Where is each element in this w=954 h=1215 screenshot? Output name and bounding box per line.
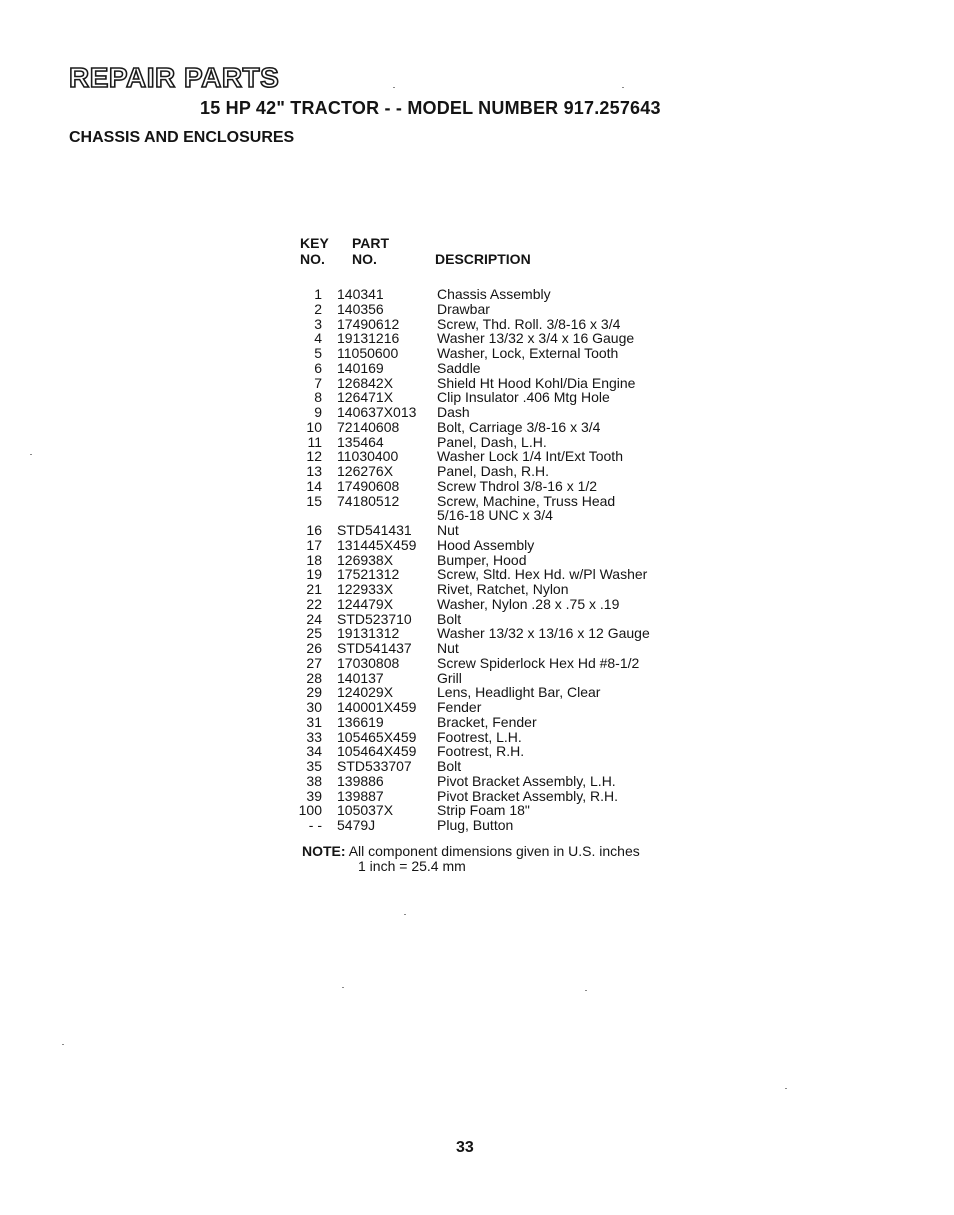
- part-description: Washer, Nylon .28 x .75 x .19: [437, 595, 620, 612]
- part-description: Bolt: [437, 758, 462, 774]
- scan-speck: [30, 454, 32, 455]
- table-row: [298, 405, 688, 420]
- part-description: Washer 13/32 x 3/4 x 16 Gauge: [437, 330, 635, 347]
- table-row: [298, 494, 688, 524]
- key-number: 30: [306, 699, 322, 715]
- part-description: Fender: [437, 699, 482, 715]
- key-number: - -: [308, 817, 322, 833]
- part-number: STD533707: [337, 758, 412, 774]
- table-row: [298, 730, 688, 745]
- section-heading: CHASSIS AND ENCLOSURES: [69, 129, 295, 146]
- table-row: [298, 361, 688, 376]
- part-description: Shield Ht Hood Kohl/Dia Engine: [437, 374, 636, 391]
- table-row: [298, 346, 688, 361]
- key-number: 29: [306, 684, 322, 701]
- part-description: Bolt, Carriage 3/8-16 x 3/4: [437, 418, 601, 435]
- part-description: Bolt: [437, 610, 462, 627]
- part-description: Screw Spiderlock Hex Hd #8-1/2: [437, 654, 640, 671]
- part-number: STD523710: [337, 610, 412, 627]
- part-number: 122933X: [337, 581, 394, 597]
- part-description: Bumper, Hood: [437, 551, 527, 568]
- part-number: 17521312: [337, 566, 400, 583]
- key-number: 100: [298, 802, 322, 819]
- part-number: 124479X: [337, 595, 394, 612]
- part-number: 17490608: [337, 477, 400, 494]
- parts-table: [298, 235, 688, 833]
- note-label: NOTE:: [302, 843, 346, 859]
- part-number: 105465X459: [337, 728, 417, 745]
- table-row: [298, 803, 688, 818]
- key-number: 17: [306, 536, 322, 553]
- key-number: 26: [306, 640, 322, 656]
- part-description: Chassis Assembly: [437, 286, 551, 302]
- table-row: [298, 479, 688, 494]
- key-number: 6: [314, 359, 322, 376]
- part-number: 17490612: [337, 315, 400, 332]
- table-row: [298, 626, 688, 641]
- table-row: [298, 538, 688, 553]
- key-number: 35: [306, 758, 322, 774]
- table-row: [298, 774, 688, 789]
- key-number: 18: [306, 551, 322, 568]
- table-row: [298, 420, 688, 435]
- part-description: Panel, Dash, R.H.: [437, 463, 550, 479]
- part-description: Saddle: [437, 359, 481, 376]
- table-row: [298, 671, 688, 686]
- part-description: Bracket, Fender: [437, 713, 537, 730]
- part-description: Strip Foam 18": [437, 802, 530, 819]
- table-row: [298, 789, 688, 804]
- part-number: 19131312: [337, 625, 400, 642]
- part-number: STD541431: [337, 522, 412, 538]
- part-number: 140169: [337, 359, 384, 376]
- part-description: Clip Insulator .406 Mtg Hole: [437, 389, 610, 406]
- table-row: [298, 331, 688, 346]
- table-row: [298, 759, 688, 774]
- scan-speck: [342, 987, 344, 988]
- part-description: Washer 13/32 x 13/16 x 12 Gauge: [437, 625, 650, 642]
- key-number: 11: [307, 433, 322, 450]
- table-row: [298, 582, 688, 597]
- key-number: 25: [306, 625, 322, 642]
- part-number: 135464: [337, 433, 384, 450]
- key-number: 13: [306, 463, 322, 479]
- key-number: 5: [314, 345, 322, 361]
- part-description-continued: 5/16-18 UNC x 3/4: [437, 507, 553, 524]
- scan-speck: [393, 87, 395, 88]
- part-number: 126842X: [337, 374, 394, 391]
- key-number: 15: [306, 492, 322, 509]
- key-number: 27: [306, 654, 322, 671]
- key-number: 3: [314, 315, 322, 332]
- table-row: [298, 553, 688, 568]
- key-number: 14: [306, 477, 322, 494]
- part-description: Grill: [437, 669, 462, 686]
- note: [302, 844, 640, 874]
- part-description: Drawbar: [437, 300, 490, 317]
- part-description: Rivet, Ratchet, Nylon: [437, 581, 569, 597]
- table-row: [298, 523, 688, 538]
- table-row: [298, 567, 688, 582]
- part-number: 139886: [337, 772, 384, 789]
- part-number: 140356: [337, 300, 384, 317]
- table-row: [298, 685, 688, 700]
- part-description: Pivot Bracket Assembly, R.H.: [437, 787, 619, 804]
- part-description: Pivot Bracket Assembly, L.H.: [437, 772, 616, 789]
- table-row: [298, 744, 688, 759]
- part-description: Panel, Dash, L.H.: [437, 433, 547, 450]
- part-description: Hood Assembly: [437, 536, 535, 553]
- table-body: [298, 287, 688, 833]
- key-number: 1: [314, 286, 322, 302]
- key-number: 34: [306, 743, 322, 760]
- table-row: [298, 464, 688, 479]
- table-row: [298, 449, 688, 464]
- scan-speck: [785, 1088, 787, 1089]
- table-row: [298, 612, 688, 627]
- part-number: 139887: [337, 787, 384, 804]
- part-description: Footrest, L.H.: [437, 728, 522, 745]
- part-number: 124029X: [337, 684, 394, 701]
- page-title: REPAIR PARTS: [69, 62, 280, 93]
- part-number: 136619: [337, 713, 384, 730]
- column-header-description: DESCRIPTION: [435, 251, 531, 267]
- part-description: Footrest, R.H.: [437, 743, 525, 760]
- part-description: Screw Thdrol 3/8-16 x 1/2: [437, 477, 598, 494]
- part-number: 17030808: [337, 654, 400, 671]
- part-number: 140137: [337, 669, 384, 686]
- part-number: 72140608: [337, 418, 400, 435]
- part-number: 126276X: [337, 463, 394, 479]
- part-number: 126938X: [337, 551, 394, 568]
- scan-speck: [622, 87, 624, 88]
- key-number: 24: [306, 610, 322, 627]
- table-row: [298, 302, 688, 317]
- part-description: Washer, Lock, External Tooth: [437, 345, 619, 361]
- note-line-1: All component dimensions given in U.S. inches: [348, 843, 640, 859]
- key-number: 4: [314, 330, 322, 347]
- key-number: 33: [306, 728, 322, 745]
- scan-speck: [404, 914, 406, 915]
- part-number: 126471X: [337, 389, 394, 406]
- note-line-2: 1 inch = 25.4 mm: [358, 858, 466, 874]
- part-number: STD541437: [337, 640, 412, 656]
- key-number: 28: [306, 669, 322, 686]
- part-number: 105464X459: [337, 743, 417, 760]
- column-header-key: KEY: [300, 235, 329, 251]
- part-number: 5479J: [337, 817, 376, 833]
- part-number: 140637X013: [337, 404, 417, 420]
- key-number: 19: [306, 566, 322, 583]
- page-number: 33: [456, 1139, 474, 1156]
- key-number: 12: [306, 448, 322, 465]
- table-row: [298, 287, 688, 302]
- part-description: Lens, Headlight Bar, Clear: [437, 684, 601, 701]
- table-header: [298, 235, 688, 287]
- part-description: Screw, Sltd. Hex Hd. w/Pl Washer: [437, 566, 648, 583]
- table-row: [298, 435, 688, 450]
- table-row: [298, 317, 688, 332]
- table-row: [298, 715, 688, 730]
- table-row: [298, 390, 688, 405]
- key-number: 8: [314, 389, 322, 406]
- key-number: 39: [306, 787, 322, 804]
- key-number: 2: [314, 300, 322, 317]
- part-number: 11030400: [337, 448, 399, 465]
- model-subtitle: 15 HP 42" TRACTOR - - MODEL NUMBER 917.257643: [200, 98, 661, 118]
- part-number: 19131216: [337, 330, 400, 347]
- key-number: 38: [306, 772, 322, 789]
- table-row: [298, 376, 688, 391]
- table-row: [298, 641, 688, 656]
- part-description: Dash: [437, 404, 470, 420]
- table-row: [298, 818, 688, 833]
- scan-speck: [62, 1044, 64, 1045]
- part-number: 131445X459: [337, 536, 417, 553]
- part-number: 11050600: [337, 345, 399, 361]
- key-number: 22: [306, 595, 322, 612]
- table-row: [298, 597, 688, 612]
- table-row: [298, 656, 688, 671]
- part-description: Washer Lock 1/4 Int/Ext Tooth: [437, 448, 623, 465]
- part-description: Screw, Thd. Roll. 3/8-16 x 3/4: [437, 315, 621, 332]
- part-number: 140001X459: [337, 699, 417, 715]
- part-number: 105037X: [337, 802, 394, 819]
- part-description: Screw, Machine, Truss Head: [437, 492, 616, 509]
- part-description: Plug, Button: [437, 817, 514, 833]
- column-header-key-no: NO.: [300, 251, 325, 267]
- scan-speck: [585, 990, 587, 991]
- column-header-part-no: NO.: [352, 251, 377, 267]
- key-number: 21: [306, 581, 322, 597]
- key-number: 10: [306, 418, 322, 435]
- key-number: 7: [314, 374, 322, 391]
- column-header-part: PART: [352, 235, 390, 251]
- part-number: 140341: [337, 286, 384, 302]
- part-description: Nut: [437, 522, 459, 538]
- key-number: 31: [306, 713, 322, 730]
- key-number: 9: [314, 404, 322, 420]
- table-row: [298, 700, 688, 715]
- part-description: Nut: [437, 640, 459, 656]
- part-number: 74180512: [337, 492, 400, 509]
- key-number: 16: [306, 522, 322, 538]
